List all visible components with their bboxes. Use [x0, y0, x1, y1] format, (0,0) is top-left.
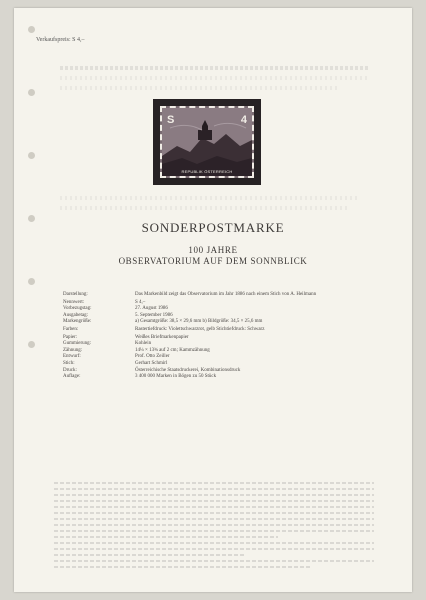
detail-row: [63, 306, 363, 313]
reverse-bleed-line: [60, 206, 350, 210]
detail-label: Nennwert:: [63, 299, 85, 305]
subtitle-line-1: 100 JAHRE: [188, 245, 238, 255]
bleed-text-line: [54, 566, 310, 568]
bleed-text-line: [54, 488, 374, 490]
detail-row: [63, 335, 363, 342]
detail-label: Papier:: [63, 334, 78, 340]
detail-row: [63, 374, 363, 381]
reverse-bleed-line: [60, 66, 370, 70]
detail-label: Gummierung:: [63, 341, 92, 347]
detail-label: Darstellung:: [63, 292, 88, 297]
detail-value: Österreichische Staatsdruckerei, Kombinationsdruck: [135, 367, 241, 373]
detail-value: Weißes Briefmarkenpapier: [135, 334, 189, 340]
detail-value: 5. September 1986: [135, 312, 173, 318]
detail-label: Farben:: [63, 326, 79, 332]
detail-label: Entwurf:: [63, 354, 81, 360]
detail-row: [63, 313, 363, 320]
stamp-denomination: 4: [240, 114, 247, 126]
stamp-details-table: [63, 292, 363, 381]
bleed-text-line: [54, 530, 374, 532]
detail-label: Stich:: [63, 360, 75, 366]
bleed-text-line: [54, 560, 374, 562]
detail-label: Markengröße:: [63, 319, 92, 325]
bleed-text-line: [54, 518, 374, 520]
document-title: SONDERPOSTMARKE: [141, 220, 285, 235]
detail-value: Rastertiefdruck: Violettschwarzrot, gelb Stichtiefdruck: Schwarz: [135, 326, 265, 332]
detail-value: 14¼ × 13¾ auf 2 cm; Kammzähnung: [135, 347, 210, 353]
detail-row: [63, 292, 363, 299]
detail-row: [63, 319, 363, 326]
detail-value: a) Gesamtgröße: 38,5 × 29,6 mm b) Bildgröße: 34,5 × 25,6 mm: [135, 319, 263, 325]
detail-label: Druck:: [63, 367, 77, 373]
bleed-text-line: [54, 512, 374, 514]
detail-row: [63, 348, 363, 355]
bleed-text-line: [54, 548, 374, 550]
detail-value: 27. August 1986: [135, 306, 168, 312]
bleed-text-line: [54, 536, 278, 538]
reverse-bleed-line: [60, 196, 360, 200]
reverse-bleed-line: [60, 76, 370, 80]
reverse-bleed-line: [60, 86, 340, 90]
detail-row: [63, 368, 363, 375]
bleed-text-line: [54, 554, 246, 556]
detail-row: [63, 354, 363, 361]
stamp-caption: REPUBLIK ÖSTERREICH: [181, 169, 233, 174]
bleed-text-line: [54, 482, 374, 484]
binder-hole: [28, 278, 35, 285]
binder-hole: [28, 89, 35, 96]
observatory-illustration: [162, 108, 252, 176]
detail-value: S 4,–: [135, 299, 146, 305]
binder-hole: [28, 152, 35, 159]
detail-label: Vorbezugstag:: [63, 306, 92, 312]
bleed-text-line: [54, 506, 374, 508]
detail-row: [63, 341, 363, 348]
binder-hole: [28, 341, 35, 348]
detail-row: [63, 300, 363, 307]
detail-label: Ausgabetag:: [63, 312, 88, 318]
stamp-mount: [153, 99, 261, 185]
bleed-text-line: [54, 494, 374, 496]
bleed-text-line: [54, 500, 374, 502]
detail-label: Zähnung:: [63, 347, 83, 353]
binder-holes: [28, 26, 36, 404]
detail-row: [63, 327, 363, 334]
detail-value: Das Markenbild zeigt das Observatorium im Jahr 1886 nach einem Stich von A. Heilmann: [135, 292, 317, 297]
detail-value: 3 400 000 Marken in Bögen zu 50 Stück: [135, 374, 217, 380]
detail-value: Prof. Otto Zeiller: [135, 354, 170, 360]
sales-price: Verkaufspreis: S 4,–: [36, 37, 85, 43]
detail-value: Gerhart Schmirl: [135, 360, 168, 366]
detail-label: Auflage:: [63, 374, 81, 380]
postage-stamp: [160, 106, 254, 178]
detail-value: Kohlein: [135, 341, 152, 347]
bleed-text-line: [54, 524, 374, 526]
detail-row: [63, 361, 363, 368]
subtitle-line-2: OBSERVATORIUM AUF DEM SONNBLICK: [118, 256, 308, 266]
binder-hole: [28, 26, 35, 33]
reverse-show-through-text: [54, 482, 374, 572]
stamp-currency: S: [167, 114, 175, 126]
bleed-text-line: [54, 542, 374, 544]
